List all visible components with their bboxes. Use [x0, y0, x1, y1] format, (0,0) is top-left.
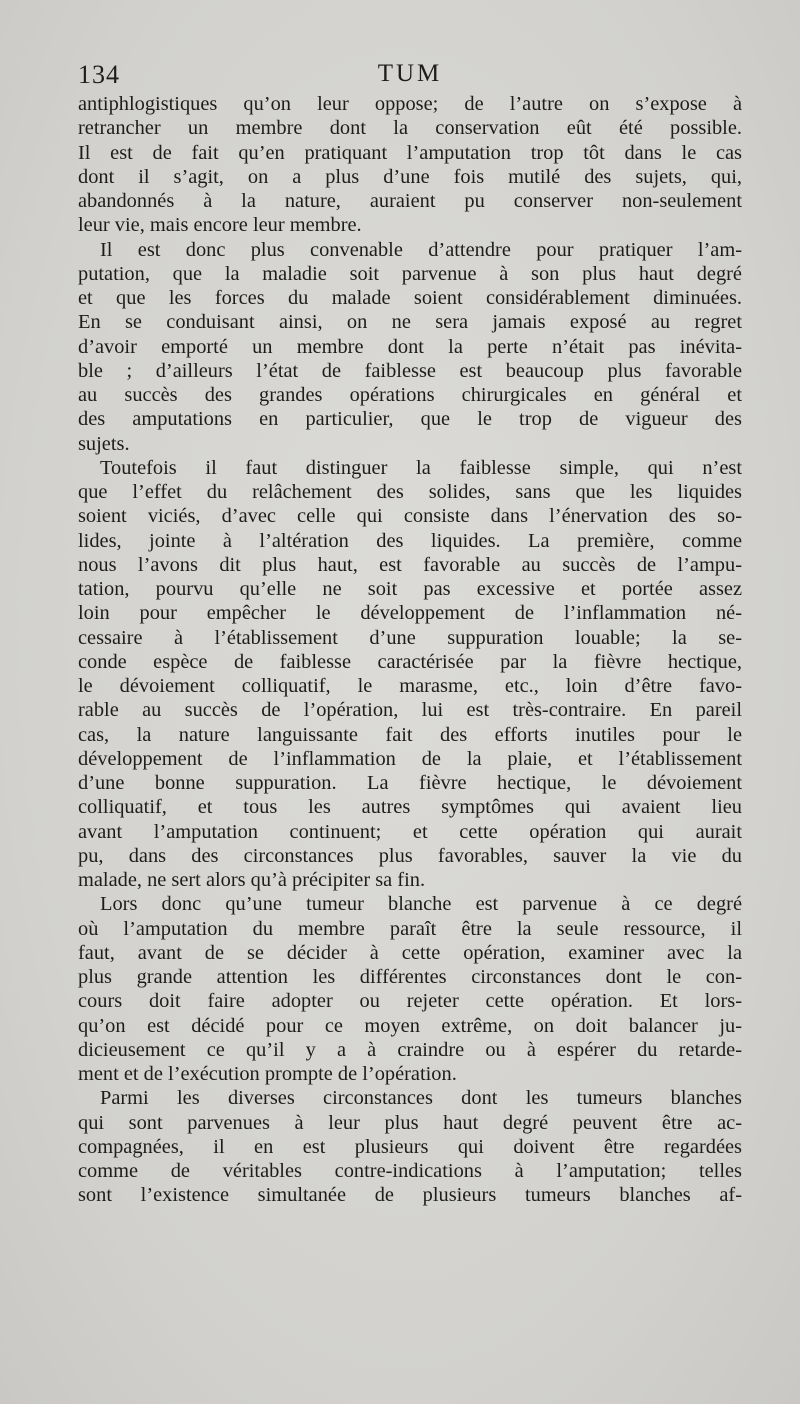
text-line: putation, que la maladie soit parvenue à son plus haut degré — [78, 262, 742, 285]
text-line: et que les forces du malade soient considérablement diminuées. — [78, 287, 742, 309]
text-line: faut, avant de se décider à cette opération, examiner avec la — [78, 941, 742, 964]
text-line: retrancher un membre dont la conservation eût été possible. — [78, 117, 742, 140]
text-line: qui sont parvenues à leur plus haut degré peuvent être ac- — [78, 1111, 742, 1134]
text-line: conde espèce de faiblesse caractérisée par la fièvre hectique, — [78, 650, 742, 673]
text-line: cours doit faire adopter ou rejeter cette opération. Et lors- — [78, 990, 742, 1013]
text-line: qu’on est décidé pour ce moyen extrême, on doit balancer ju- — [78, 1014, 742, 1037]
text-line: lides, jointe à l’altération des liquides. La première, comme — [78, 529, 742, 552]
text-line: d’une bonne suppuration. La fièvre hectique, le dévoiement — [78, 772, 742, 794]
text-line: Il est donc plus convenable d’attendre pour pratiquer l’am- — [100, 238, 742, 261]
text-line: cas, la nature languissante fait des efforts inutiles pour le — [78, 723, 742, 746]
text-line: dont il s’agit, on a plus d’une fois mutilé des sujets, qui, — [78, 165, 742, 188]
text-line: développement de l’inflammation de la plaie, et l’établissement — [78, 747, 742, 770]
text-line: sujets. — [78, 432, 130, 455]
text-line: tation, pourvu qu’elle ne soit pas excessive et portée assez — [78, 578, 742, 600]
text-line: leur vie, mais encore leur membre. — [78, 214, 362, 237]
text-line: compagnées, il en est plusieurs qui doivent être regardées — [78, 1135, 742, 1158]
body-text — [78, 92, 742, 1208]
text-line: nous l’avons dit plus haut, est favorable au succès de l’ampu- — [78, 553, 742, 576]
text-line: malade, ne sert alors qu’à précipiter sa fin. — [78, 869, 426, 891]
text-line: colliquatif, et tous les autres symptômes qui avaient lieu — [78, 796, 742, 819]
text-line: où l’amputation du membre paraît être la seule ressource, il — [78, 917, 742, 940]
text-line: abandonnés à la nature, auraient pu conserver non-seulement — [78, 190, 742, 212]
text-line: avant l’amputation continuent; et cette opération qui aurait — [78, 820, 742, 843]
text-line: que l’effet du relâchement des solides, sans que les liquides — [78, 481, 742, 503]
text-line: dicieusement ce qu’il y a à craindre ou à espérer du retarde- — [78, 1038, 742, 1061]
text-line: Lors donc qu’une tumeur blanche est parvenue à ce degré — [100, 893, 742, 916]
text-line: ble ; d’ailleurs l’état de faiblesse est beaucoup plus favorable — [78, 359, 742, 382]
page-number: 134 — [78, 60, 120, 89]
text-line: plus grande attention les différentes circonstances dont le con- — [78, 966, 742, 988]
text-line: Parmi les diverses circonstances dont les tumeurs blanches — [100, 1087, 742, 1110]
text-line: des amputations en particulier, que le trop de vigueur des — [78, 408, 742, 431]
text-line: cessaire à l’établissement d’une suppuration louable; la se- — [78, 626, 742, 649]
running-head: TUM — [377, 60, 443, 87]
text-line: loin pour empêcher le développement de l’inflammation né- — [78, 602, 742, 625]
text-line: sont l’existence simultanée de plusieurs tumeurs blanches af- — [78, 1184, 742, 1207]
text-line: Toutefois il faut distinguer la faiblesse simple, qui n’est — [100, 456, 742, 479]
text-line: soient viciés, d’avec celle qui consiste dans l’énervation des so- — [78, 505, 742, 528]
text-line: le dévoiement colliquatif, le marasme, etc., loin d’être favo- — [78, 675, 742, 697]
text-line: antiphlogistiques qu’on leur oppose; de l’autre on s’expose à — [78, 93, 742, 115]
text-line: comme de véritables contre-indications à l’amputation; telles — [78, 1160, 742, 1182]
text-line: pu, dans des circonstances plus favorables, sauver la vie du — [78, 844, 742, 867]
text-line: d’avoir emporté un membre dont la perte n’était pas inévita- — [78, 335, 742, 358]
text-line: En se conduisant ainsi, on ne sera jamais exposé au regret — [78, 311, 742, 334]
text-line: ment et de l’exécution prompte de l’opération. — [78, 1063, 457, 1085]
page-header — [78, 58, 742, 90]
text-line: rable au succès de l’opération, lui est très-contraire. En pareil — [78, 699, 742, 722]
text-line: Il est de fait qu’en pratiquant l’amputation trop tôt dans le cas — [78, 141, 742, 164]
text-line: au succès des grandes opérations chirurgicales en général et — [78, 384, 742, 406]
